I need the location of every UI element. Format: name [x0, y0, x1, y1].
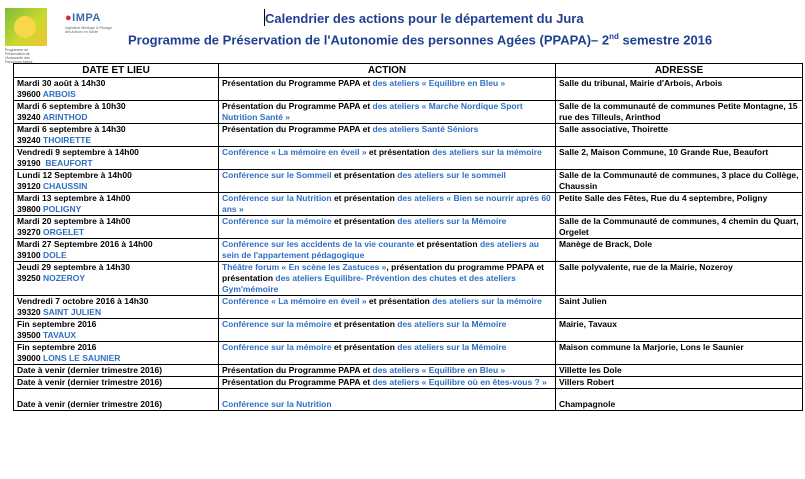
action-highlight: des ateliers Santé Séniors: [372, 124, 479, 134]
action-highlight: Conférence sur la Nutrition: [222, 193, 332, 203]
action-text: et présentation: [366, 296, 433, 306]
action-text: et présentation: [331, 216, 398, 226]
action-text: et présentation: [331, 170, 398, 180]
table-row: [14, 342, 803, 365]
table-row: [14, 239, 803, 262]
action-text: Présentation du Programme PAPA et: [222, 365, 373, 375]
event-place: [17, 89, 215, 100]
action-cell: [219, 319, 556, 342]
address-cell: Salle de la Communauté de communes, 3 place du Collège, Chaussin: [556, 170, 803, 193]
event-postcode: 39250: [17, 273, 43, 283]
action-text: et présentation: [331, 342, 398, 352]
action-text: et présentation: [331, 319, 398, 329]
table-row: [14, 101, 803, 124]
action-cell: [219, 342, 556, 365]
document-title: Calendrier des actions pour le département du Jura: [265, 11, 584, 26]
event-place: [17, 307, 215, 318]
event-town: SAINT JULIEN: [43, 307, 102, 317]
event-date: Mardi 30 août à 14h30: [17, 78, 106, 88]
event-town: TAVAUX: [43, 330, 77, 340]
address-cell: Villers Robert: [556, 377, 803, 389]
date-place-cell: [14, 78, 219, 101]
action-text: et présentation: [414, 239, 480, 249]
event-town: BEAUFORT: [45, 158, 93, 168]
action-highlight: des ateliers sur la mémoire: [432, 296, 542, 306]
event-town: LONS LE SAUNIER: [43, 353, 121, 363]
date-place-cell: [14, 239, 219, 262]
date-place-cell: [14, 101, 219, 124]
action-highlight: des ateliers sur la mémoire: [432, 147, 542, 157]
action-highlight: des ateliers « Marche Nordique Sport Nutrition Santé »: [222, 101, 523, 122]
date-place-cell: [14, 342, 219, 365]
calendar-table: [13, 63, 803, 411]
action-highlight: des ateliers sur la Mémoire: [397, 319, 507, 329]
action-cell: [219, 377, 556, 389]
action-highlight: des ateliers au sein de l'appartement pédagogique: [222, 239, 539, 260]
action-highlight: Conférence « La mémoire en éveil »: [222, 147, 367, 157]
action-cell: [219, 296, 556, 319]
event-postcode: 39500: [17, 330, 43, 340]
event-date: Mardi 13 septembre à 14h00: [17, 193, 131, 203]
action-text: et présentation: [331, 193, 398, 203]
event-postcode: 39600: [17, 89, 43, 99]
event-town: CHAUSSIN: [43, 181, 88, 191]
event-place: [17, 330, 215, 341]
address-cell: Maison commune la Marjorie, Lons le Saunier: [556, 342, 803, 365]
action-highlight: des ateliers « Equilibre en Bleu »: [372, 365, 506, 375]
event-place: [17, 250, 215, 261]
table-row: [14, 216, 803, 239]
event-place: [17, 158, 215, 169]
action-text: Présentation du Programme PAPA et: [222, 377, 373, 387]
event-town: ARINTHOD: [42, 112, 88, 122]
document-subtitle: Programme de Préservation de l'Autonomie des personnes Agées (PPAPA)– 2nd semestre 2016: [128, 32, 713, 48]
action-highlight: des ateliers sur le sommeil: [397, 170, 506, 180]
date-place-cell: [14, 296, 219, 319]
action-highlight: des ateliers « Equilibre en Bleu »: [372, 78, 506, 88]
event-place: [17, 204, 215, 215]
address-cell: Champagnole: [556, 389, 803, 411]
table-row: [14, 78, 803, 101]
event-date: Fin septembre 2016: [17, 319, 97, 329]
event-place: [17, 181, 215, 192]
action-highlight: Conférence sur les accidents de la vie courante: [222, 239, 415, 249]
address-cell: Manège de Brack, Dole: [556, 239, 803, 262]
column-header-action: ACTION: [219, 64, 556, 78]
event-date: Date à venir (dernier trimestre 2016): [17, 399, 163, 409]
event-postcode: 39120: [17, 181, 43, 191]
event-postcode: 39190: [17, 158, 46, 168]
event-date: Date à venir (dernier trimestre 2016): [17, 365, 163, 375]
event-town: THOIRETTE: [43, 135, 92, 145]
table-row: [14, 170, 803, 193]
date-place-cell: [14, 377, 219, 389]
date-place-cell: [14, 193, 219, 216]
table-header-row: [14, 64, 803, 78]
date-place-cell: [14, 262, 219, 296]
action-cell: [219, 239, 556, 262]
table-row: [14, 124, 803, 147]
impa-logo-name: IMPA: [72, 12, 101, 24]
event-date: Mardi 6 septembre à 14h30: [17, 124, 126, 134]
action-cell: [219, 193, 556, 216]
event-place: [17, 353, 215, 364]
event-postcode: 39320: [17, 307, 43, 317]
action-highlight: des ateliers sur la Mémoire: [397, 342, 507, 352]
ppapa-logo: [5, 8, 47, 64]
event-date: Jeudi 29 septembre à 14h30: [17, 262, 130, 272]
date-place-cell: [14, 147, 219, 170]
table-row: [14, 365, 803, 377]
event-postcode: 39100: [17, 250, 43, 260]
event-postcode: 39240: [17, 112, 43, 122]
action-text: Présentation du Programme PAPA et: [222, 78, 373, 88]
address-cell: Salle de la communauté de communes Petite Montagne, 15 rue des Tilleuls, Arinthod: [556, 101, 803, 124]
event-date: Mardi 6 septembre à 10h30: [17, 101, 126, 111]
event-date: Vendredi 7 octobre 2016 à 14h30: [17, 296, 149, 306]
date-place-cell: [14, 216, 219, 239]
action-highlight: des ateliers sur la Mémoire: [397, 216, 507, 226]
action-text: , présentation du programme PPAPA et présentation: [222, 262, 544, 283]
table-row: [14, 319, 803, 342]
action-highlight: Conférence sur la Nutrition: [222, 399, 332, 409]
action-cell: [219, 170, 556, 193]
address-cell: Salle de la Communauté de communes, 4 chemin du Quart, Orgelet: [556, 216, 803, 239]
date-place-cell: [14, 389, 219, 411]
action-cell: [219, 147, 556, 170]
impa-logo-caption: Ingénierie Montage & Pilotage des Actions en Santé: [65, 26, 112, 34]
action-highlight: des ateliers « Bien se nourrir après 60 ans »: [222, 193, 551, 214]
sun-icon: [14, 16, 36, 38]
date-place-cell: [14, 124, 219, 147]
column-header-address: ADRESSE: [556, 64, 803, 78]
event-date: Mardi 20 septembre à 14h00: [17, 216, 131, 226]
date-place-cell: [14, 365, 219, 377]
table-row: [14, 296, 803, 319]
address-cell: Petite Salle des Fêtes, Rue du 4 septembre, Poligny: [556, 193, 803, 216]
action-text: Présentation du Programme PAPA et: [222, 101, 373, 111]
action-cell: [219, 216, 556, 239]
action-cell: [219, 389, 556, 411]
address-cell: Salle polyvalente, rue de la Mairie, Nozeroy: [556, 262, 803, 296]
event-postcode: 39240: [17, 135, 43, 145]
ppapa-logo-caption: Programme de Préservation de l'Autonomie des Personnes Agées: [5, 48, 33, 64]
action-highlight: des ateliers Equilibre- Prévention des chutes et des ateliers Gym'mémoire: [222, 273, 516, 294]
action-highlight: Conférence sur la mémoire: [222, 319, 332, 329]
address-cell: Villette les Dole: [556, 365, 803, 377]
event-town: NOZEROY: [43, 273, 86, 283]
table-row: [14, 193, 803, 216]
table-row: [14, 377, 803, 389]
event-postcode: 39270: [17, 227, 43, 237]
action-cell: [219, 124, 556, 147]
event-town: POLIGNY: [43, 204, 82, 214]
event-postcode: 39000: [17, 353, 43, 363]
table-row: [14, 147, 803, 170]
date-place-cell: [14, 170, 219, 193]
event-town: ARBOIS: [42, 89, 76, 99]
address-cell: Saint Julien: [556, 296, 803, 319]
action-cell: [219, 101, 556, 124]
impa-logo: ●IMPA Ingénierie Montage & Pilotage des Actions en Santé: [65, 12, 115, 62]
event-postcode: 39800: [17, 204, 43, 214]
date-place-cell: [14, 319, 219, 342]
event-town: ORGELET: [43, 227, 85, 237]
action-cell: [219, 78, 556, 101]
event-place: [17, 273, 215, 284]
table-row: [14, 389, 803, 411]
table-row: [14, 262, 803, 296]
event-date: Lundi 12 Septembre à 14h00: [17, 170, 132, 180]
action-cell: [219, 262, 556, 296]
action-highlight: des ateliers « Equilibre où en êtes-vous ? »: [372, 377, 547, 387]
address-cell: Salle 2, Maison Commune, 10 Grande Rue, Beaufort: [556, 147, 803, 170]
action-highlight: Conférence « La mémoire en éveil »: [222, 296, 367, 306]
action-highlight: Théâtre forum « En scène les Zastuces »: [222, 262, 387, 272]
address-cell: Salle du tribunal, Mairie d'Arbois, Arbois: [556, 78, 803, 101]
event-town: DOLE: [43, 250, 67, 260]
address-cell: Mairie, Tavaux: [556, 319, 803, 342]
action-text: Présentation du Programme PAPA et: [222, 124, 373, 134]
column-header-date: DATE ET LIEU: [14, 64, 219, 78]
action-cell: [219, 365, 556, 377]
event-date: Date à venir (dernier trimestre 2016): [17, 377, 163, 387]
action-highlight: Conférence sur la mémoire: [222, 342, 332, 352]
action-text: et présentation: [366, 147, 433, 157]
event-place: [17, 112, 215, 123]
event-date: Fin septembre 2016: [17, 342, 97, 352]
event-place: [17, 135, 215, 146]
event-date: Vendredi 9 septembre à 14h00: [17, 147, 139, 157]
address-cell: Salle associative, Thoirette: [556, 124, 803, 147]
action-highlight: Conférence sur le Sommeil: [222, 170, 332, 180]
event-date: Mardi 27 Septembre 2016 à 14h00: [17, 239, 153, 249]
event-place: [17, 227, 215, 238]
action-highlight: Conférence sur la mémoire: [222, 216, 332, 226]
